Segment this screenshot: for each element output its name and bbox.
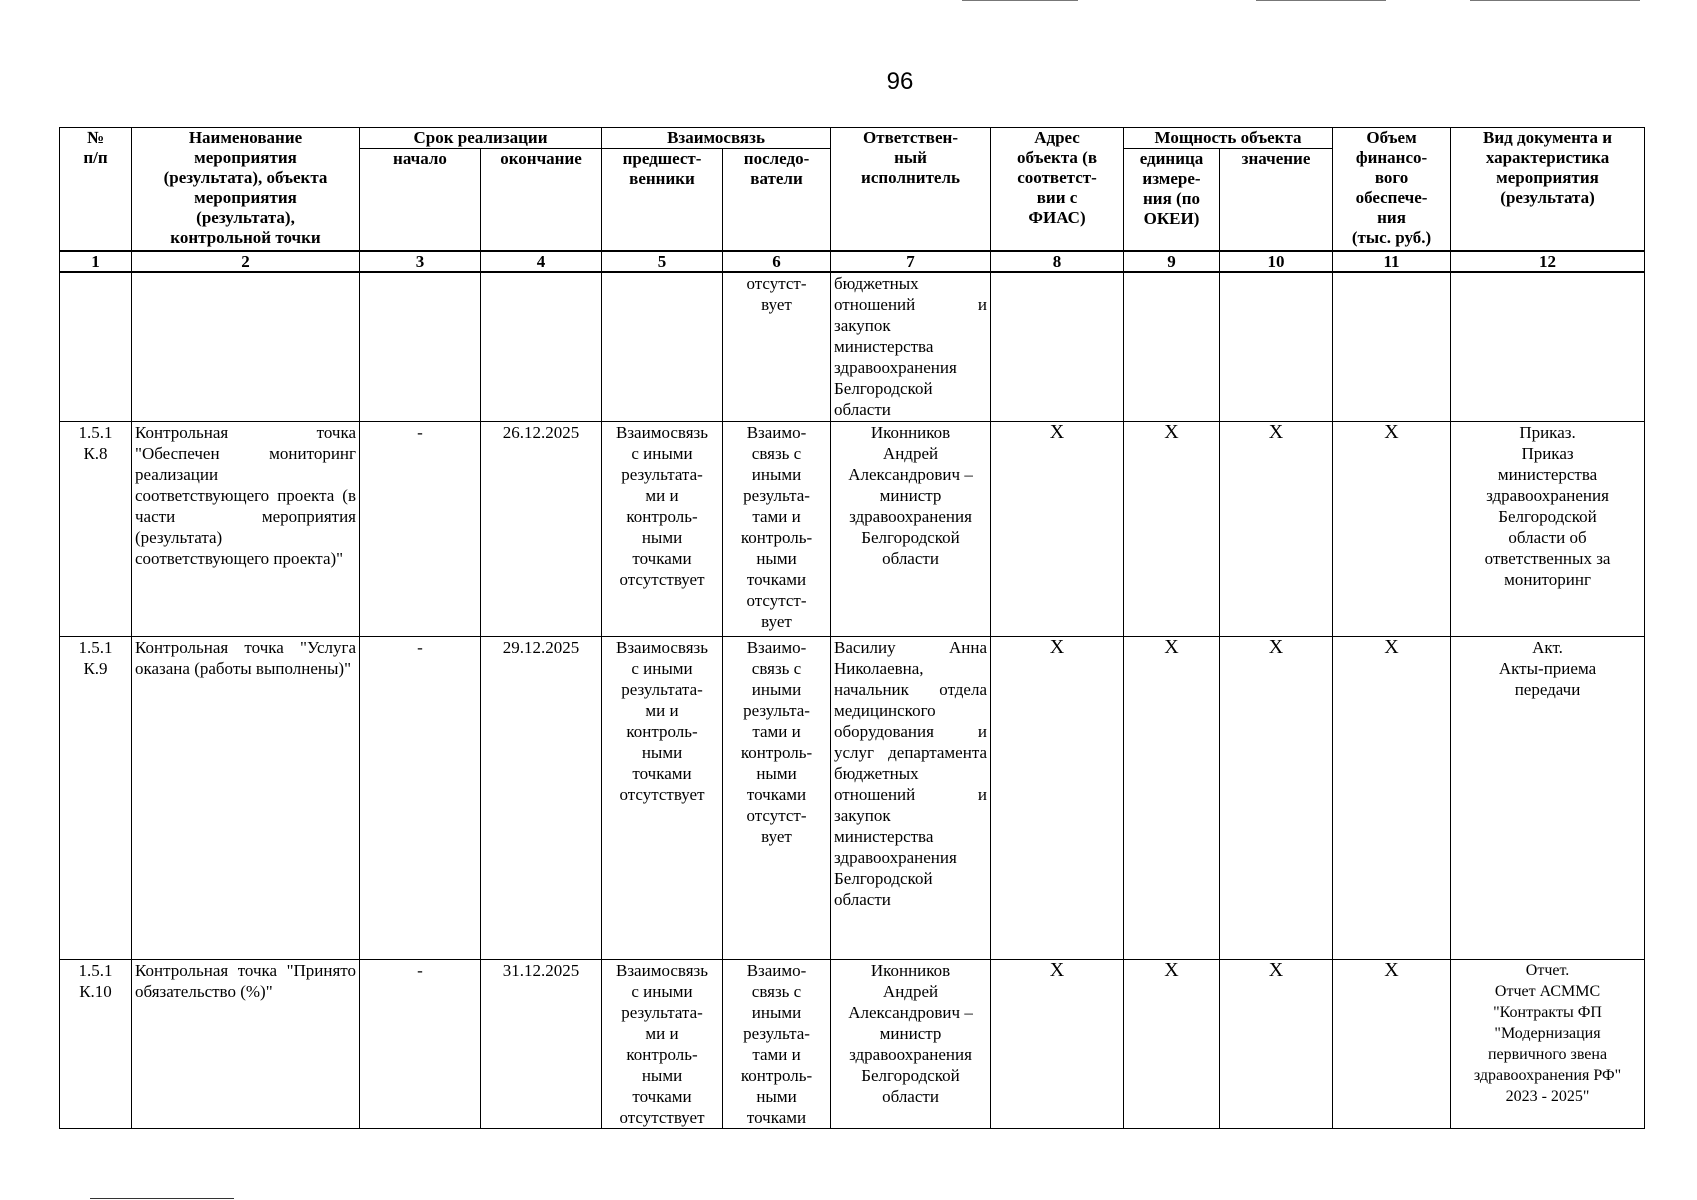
row-funding: X — [1333, 960, 1451, 1129]
row-name: Контрольная точка "Обеспечен мониторинг реализации соответствующего проекта (в части мероприятия (результата) соответствующего проекта)" — [132, 422, 360, 637]
row-unit: X — [1124, 637, 1220, 960]
header-link-prev: предшест- венники — [602, 149, 723, 251]
footnote-rule — [90, 1198, 234, 1199]
row-value — [1220, 272, 1333, 422]
row-number: 1.5.1 К.9 — [60, 637, 132, 960]
row-document: Акт. Акты-приема передачи — [1451, 637, 1645, 960]
row-next: Взаимо- связь с иными результа- тами и контроль- ными точками отсутст- вует — [723, 637, 831, 960]
row-funding: X — [1333, 422, 1451, 637]
table-row — [60, 637, 1645, 960]
row-document — [1451, 272, 1645, 422]
row-next: Взаимо- связь с иными результа- тами и контроль- ными точками — [723, 960, 831, 1129]
column-number: 8 — [991, 251, 1124, 272]
row-funding — [1333, 272, 1451, 422]
row-number: 1.5.1 К.8 — [60, 422, 132, 637]
row-unit: X — [1124, 422, 1220, 637]
header-address: Адрес объекта (в соответст- вии с ФИАС) — [991, 128, 1124, 251]
column-number: 5 — [602, 251, 723, 272]
header-period-end: окончание — [481, 149, 602, 251]
header-link-next: последо- ватели — [723, 149, 831, 251]
row-prev: Взаимосвязь с иными результата- ми и контроль- ными точками отсутствует — [602, 637, 723, 960]
row-unit: X — [1124, 960, 1220, 1129]
header-capacity-group: Мощность объекта — [1124, 128, 1333, 149]
row-name: Контрольная точка "Принято обязательство (%)" — [132, 960, 360, 1129]
row-address: X — [991, 960, 1124, 1129]
row-name: Контрольная точка "Услуга оказана (работы выполнены)" — [132, 637, 360, 960]
column-number: 11 — [1333, 251, 1451, 272]
column-number: 9 — [1124, 251, 1220, 272]
row-address: X — [991, 422, 1124, 637]
row-start: - — [360, 637, 481, 960]
row-responsible: Василиу Анна Николаевна, начальник отдела медицинского оборудования и услуг департамента бюджетных отношений и закупок министерства здравоохранения Белгородской области — [831, 637, 991, 960]
table-header — [60, 128, 1645, 272]
row-number — [60, 272, 132, 422]
column-number: 1 — [60, 251, 132, 272]
column-number: 4 — [481, 251, 602, 272]
row-address: X — [991, 637, 1124, 960]
row-prev — [602, 272, 723, 422]
row-document: Приказ. Приказ министерства здравоохранения Белгородской области об ответственных за мониторинг — [1451, 422, 1645, 637]
row-number: 1.5.1 К.10 — [60, 960, 132, 1129]
row-value: X — [1220, 960, 1333, 1129]
row-responsible: Иконников Андрей Александрович – министр здравоохранения Белгородской области — [831, 422, 991, 637]
scan-artifact-line — [962, 0, 1078, 1]
header-name: Наименование мероприятия (результата), объекта мероприятия (результата), контрольной точки — [132, 128, 360, 251]
row-start: - — [360, 422, 481, 637]
header-responsible: Ответствен- ный исполнитель — [831, 128, 991, 251]
row-prev: Взаимосвязь с иными результата- ми и контроль- ными точками отсутствует — [602, 960, 723, 1129]
page-number: 96 — [886, 68, 914, 95]
table-row — [60, 422, 1645, 637]
row-funding: X — [1333, 637, 1451, 960]
column-number: 3 — [360, 251, 481, 272]
row-address — [991, 272, 1124, 422]
column-number: 2 — [132, 251, 360, 272]
row-start: - — [360, 960, 481, 1129]
row-next: Взаимо- связь с иными результа- тами и контроль- ными точками отсутст- вует — [723, 422, 831, 637]
row-end: 26.12.2025 — [481, 422, 602, 637]
header-number: № п/п — [60, 128, 132, 251]
table-row — [60, 272, 1645, 422]
column-number: 6 — [723, 251, 831, 272]
column-number: 10 — [1220, 251, 1333, 272]
row-end — [481, 272, 602, 422]
row-unit — [1124, 272, 1220, 422]
scan-artifact-line — [1256, 0, 1386, 1]
column-number: 12 — [1451, 251, 1645, 272]
row-responsible: бюджетных отношений и закупок министерства здравоохранения Белгородской области — [831, 272, 991, 422]
header-capacity-unit: единица измере- ния (по ОКЕИ) — [1124, 149, 1220, 251]
header-capacity-value: значение — [1220, 149, 1333, 251]
plan-table — [59, 127, 1645, 1129]
column-number: 7 — [831, 251, 991, 272]
header-period-start: начало — [360, 149, 481, 251]
row-end: 31.12.2025 — [481, 960, 602, 1129]
scan-artifact-line — [1470, 0, 1640, 1]
row-document: Отчет. Отчет АСММС "Контракты ФП "Модернизация первичного звена здравоохранения РФ" 2023 - 2025" — [1451, 960, 1645, 1129]
row-value: X — [1220, 422, 1333, 637]
header-link-group: Взаимосвязь — [602, 128, 831, 149]
row-end: 29.12.2025 — [481, 637, 602, 960]
row-value: X — [1220, 637, 1333, 960]
row-start — [360, 272, 481, 422]
table-row — [60, 960, 1645, 1129]
row-responsible: Иконников Андрей Александрович – министр здравоохранения Белгородской области — [831, 960, 991, 1129]
header-funding: Объем финансо- вого обеспече- ния (тыс. руб.) — [1333, 128, 1451, 251]
header-document: Вид документа и характеристика мероприятия (результата) — [1451, 128, 1645, 251]
row-prev: Взаимосвязь с иными результата- ми и контроль- ными точками отсутствует — [602, 422, 723, 637]
row-name — [132, 272, 360, 422]
row-next: отсутст- вует — [723, 272, 831, 422]
header-period-group: Срок реализации — [360, 128, 602, 149]
